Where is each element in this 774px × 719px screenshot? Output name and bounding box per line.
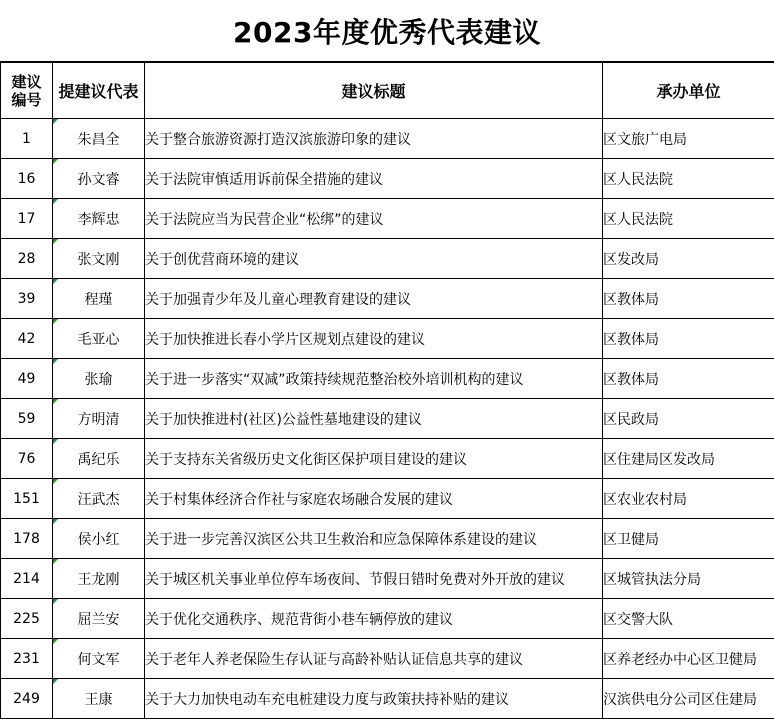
cell-unit[interactable] <box>603 479 774 519</box>
table-row <box>1 159 774 199</box>
cell-number[interactable] <box>1 519 53 559</box>
cell-subject[interactable] <box>145 519 603 559</box>
cell-unit-text: 区民政局 <box>603 411 659 428</box>
cell-representative-text: 朱昌全 <box>77 131 120 148</box>
cell-number-text: 151 <box>13 490 40 507</box>
cell-subject[interactable] <box>145 679 603 719</box>
cell-representative-text: 禹纪乐 <box>77 451 120 468</box>
cell-unit[interactable] <box>603 399 774 439</box>
cell-unit-text: 区住建局区发改局 <box>603 451 715 468</box>
header-unit[interactable]: 承办单位 <box>603 63 774 119</box>
cell-unit-text: 区教体局 <box>603 291 659 308</box>
cell-subject-text: 关于法院审慎适用诉前保全措施的建议 <box>145 171 383 188</box>
cell-marker-icon <box>53 119 58 124</box>
cell-number-text: 249 <box>13 690 40 707</box>
cell-unit[interactable] <box>603 119 774 159</box>
cell-unit[interactable] <box>603 199 774 239</box>
cell-number[interactable] <box>1 439 53 479</box>
suggestions-table <box>0 62 774 719</box>
cell-number-text: 76 <box>17 450 36 467</box>
cell-unit-text: 区人民法院 <box>603 171 673 188</box>
cell-representative-text: 孙文睿 <box>77 171 120 188</box>
cell-unit[interactable] <box>603 239 774 279</box>
cell-subject[interactable] <box>145 399 603 439</box>
cell-number[interactable] <box>1 679 53 719</box>
cell-representative[interactable] <box>53 519 145 559</box>
cell-representative-text: 程瑾 <box>84 291 113 308</box>
cell-unit[interactable] <box>603 439 774 479</box>
cell-representative[interactable] <box>53 399 145 439</box>
cell-subject-text: 关于创优营商环境的建议 <box>145 251 299 268</box>
cell-representative-text: 张瑜 <box>84 371 113 388</box>
cell-subject[interactable] <box>145 359 603 399</box>
cell-subject[interactable] <box>145 199 603 239</box>
cell-representative[interactable] <box>53 679 145 719</box>
cell-subject-text: 关于加强青少年及儿童心理教育建设的建议 <box>145 291 411 308</box>
cell-subject[interactable] <box>145 639 603 679</box>
cell-number[interactable] <box>1 159 53 199</box>
cell-number-text: 39 <box>17 290 36 307</box>
cell-number-text: 42 <box>17 330 36 347</box>
table-row <box>1 679 774 719</box>
cell-subject[interactable] <box>145 559 603 599</box>
cell-subject[interactable] <box>145 159 603 199</box>
cell-number-text: 214 <box>13 570 40 587</box>
cell-representative[interactable] <box>53 359 145 399</box>
cell-representative-text: 王康 <box>84 691 113 708</box>
cell-number-text: 225 <box>13 610 40 627</box>
cell-number-text: 178 <box>13 530 40 547</box>
cell-unit-text: 区发改局 <box>603 251 659 268</box>
cell-number[interactable] <box>1 599 53 639</box>
cell-representative-text: 何文军 <box>77 651 120 668</box>
cell-unit-text: 区教体局 <box>603 371 659 388</box>
cell-representative[interactable] <box>53 599 145 639</box>
cell-subject-text: 关于城区机关事业单位停车场夜间、节假日错时免费对外开放的建议 <box>145 571 565 588</box>
header-subject[interactable]: 建议标题 <box>145 63 603 119</box>
cell-number[interactable] <box>1 279 53 319</box>
cell-unit[interactable] <box>603 159 774 199</box>
cell-representative-text: 汪武杰 <box>77 491 120 508</box>
sheet-title[interactable]: 2023年度优秀代表建议 <box>0 0 774 62</box>
cell-unit-text: 区养老经办中心区卫健局 <box>603 651 757 668</box>
cell-marker-icon <box>53 519 58 524</box>
cell-representative[interactable] <box>53 239 145 279</box>
cell-subject-text: 关于法院应当为民营企业“松绑”的建议 <box>145 211 384 228</box>
cell-subject-text: 关于进一步完善汉滨区公共卫生救治和应急保障体系建设的建议 <box>145 531 537 548</box>
cell-number-text: 231 <box>13 650 40 667</box>
table-row <box>1 639 774 679</box>
cell-representative[interactable] <box>53 639 145 679</box>
cell-marker-icon <box>53 199 58 204</box>
cell-subject[interactable] <box>145 599 603 639</box>
table-row <box>1 359 774 399</box>
cell-representative[interactable] <box>53 479 145 519</box>
cell-subject[interactable] <box>145 479 603 519</box>
cell-unit[interactable] <box>603 359 774 399</box>
cell-subject-text: 关于加快推进村(社区)公益性墓地建设的建议 <box>145 411 422 428</box>
cell-number-text: 28 <box>17 250 36 267</box>
cell-unit[interactable] <box>603 599 774 639</box>
cell-unit[interactable] <box>603 679 774 719</box>
cell-unit-text: 区交警大队 <box>603 611 673 628</box>
cell-unit[interactable] <box>603 639 774 679</box>
table-row <box>1 599 774 639</box>
cell-unit-text: 区城管执法分局 <box>603 571 701 588</box>
cell-number[interactable] <box>1 479 53 519</box>
cell-marker-icon <box>53 639 58 644</box>
table-row <box>1 559 774 599</box>
cell-representative[interactable] <box>53 319 145 359</box>
table-row <box>1 239 774 279</box>
table-row <box>1 199 774 239</box>
cell-subject-text: 关于支持东关省级历史文化街区保护项目建设的建议 <box>145 451 467 468</box>
table-row <box>1 439 774 479</box>
table-row <box>1 279 774 319</box>
cell-subject[interactable] <box>145 319 603 359</box>
header-representative[interactable]: 提建议代表 <box>53 63 145 119</box>
header-number-line2: 编号 <box>11 90 42 109</box>
cell-unit-text: 区农业农村局 <box>603 491 687 508</box>
cell-number[interactable] <box>1 559 53 599</box>
cell-marker-icon <box>53 359 58 364</box>
cell-representative-text: 张文刚 <box>77 251 120 268</box>
cell-marker-icon <box>53 679 58 684</box>
cell-representative-text: 屈兰安 <box>77 611 120 628</box>
cell-marker-icon <box>53 279 58 284</box>
table-row <box>1 479 774 519</box>
cell-representative[interactable] <box>53 159 145 199</box>
cell-representative[interactable] <box>53 439 145 479</box>
cell-subject-text: 关于老年人养老保险生存认证与高龄补贴认证信息共享的建议 <box>145 651 523 668</box>
cell-unit-text: 区教体局 <box>603 331 659 348</box>
cell-representative-text: 侯小红 <box>77 531 120 548</box>
cell-representative[interactable] <box>53 119 145 159</box>
cell-subject-text: 关于大力加快电动车充电桩建设力度与政策扶持补贴的建议 <box>145 691 509 708</box>
cell-number-text: 1 <box>22 130 31 147</box>
cell-number[interactable] <box>1 119 53 159</box>
cell-unit-text: 区人民法院 <box>603 211 673 228</box>
cell-representative-text: 方明清 <box>77 411 120 428</box>
cell-subject[interactable] <box>145 239 603 279</box>
cell-number[interactable] <box>1 399 53 439</box>
cell-subject-text: 关于加快推进长春小学片区规划点建设的建议 <box>145 331 425 348</box>
cell-subject[interactable] <box>145 439 603 479</box>
cell-unit[interactable] <box>603 319 774 359</box>
cell-unit[interactable] <box>603 559 774 599</box>
cell-unit-text: 区文旅广电局 <box>603 131 687 148</box>
cell-subject-text: 关于整合旅游资源打造汉滨旅游印象的建议 <box>145 131 411 148</box>
cell-representative-text: 李辉忠 <box>77 211 120 228</box>
cell-unit[interactable] <box>603 279 774 319</box>
table-row <box>1 399 774 439</box>
cell-marker-icon <box>53 479 58 484</box>
cell-unit[interactable] <box>603 519 774 559</box>
cell-marker-icon <box>53 599 58 604</box>
cell-subject-text: 关于村集体经济合作社与家庭农场融合发展的建议 <box>145 491 453 508</box>
header-number-line1: 建议 <box>11 72 42 91</box>
cell-marker-icon <box>53 439 58 444</box>
cell-marker-icon <box>53 319 58 324</box>
cell-number-text: 16 <box>17 170 36 187</box>
cell-number[interactable] <box>1 639 53 679</box>
table-row <box>1 519 774 559</box>
cell-unit-text: 汉滨供电分公司区住建局 <box>603 691 757 708</box>
cell-marker-icon <box>53 399 58 404</box>
cell-subject[interactable] <box>145 279 603 319</box>
cell-subject-text: 关于优化交通秩序、规范背街小巷车辆停放的建议 <box>145 611 453 628</box>
cell-representative[interactable] <box>53 559 145 599</box>
cell-marker-icon <box>53 239 58 244</box>
cell-number[interactable] <box>1 239 53 279</box>
cell-unit-text: 区卫健局 <box>603 531 659 548</box>
cell-number-text: 49 <box>17 370 36 387</box>
cell-subject-text: 关于进一步落实“双减”政策持续规范整治校外培训机构的建议 <box>145 371 524 388</box>
cell-number-text: 59 <box>17 410 36 427</box>
cell-number[interactable] <box>1 319 53 359</box>
cell-representative-text: 王龙刚 <box>77 571 120 588</box>
cell-number[interactable] <box>1 199 53 239</box>
cell-subject[interactable] <box>145 119 603 159</box>
cell-representative[interactable] <box>53 199 145 239</box>
table-row <box>1 319 774 359</box>
cell-representative-text: 毛亚心 <box>77 331 120 348</box>
table-row <box>1 119 774 159</box>
cell-number[interactable] <box>1 359 53 399</box>
header-number[interactable] <box>1 63 53 119</box>
header-row <box>1 63 774 119</box>
cell-number-text: 17 <box>17 210 36 227</box>
cell-marker-icon <box>53 159 58 164</box>
cell-representative[interactable] <box>53 279 145 319</box>
cell-marker-icon <box>53 559 58 564</box>
